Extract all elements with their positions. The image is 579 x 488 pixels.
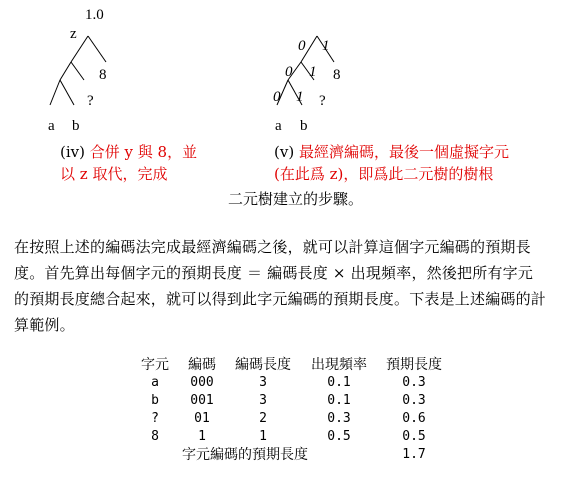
table-cell: 0.1: [327, 393, 351, 408]
table-cell: 3: [259, 393, 267, 408]
table-cell: ?: [151, 411, 159, 426]
table-header-row: [132, 356, 450, 374]
table-cell: 0.5: [402, 429, 426, 444]
caption-iv-line1: [60, 141, 197, 162]
caption-v-text1: 最經濟編碼，最後一個虛擬字元: [298, 143, 509, 161]
table-cell: 1: [198, 429, 206, 444]
table-cell: 01: [194, 411, 210, 426]
paragraph-line: 算範例。: [14, 316, 75, 334]
caption-v-line1: [274, 141, 509, 162]
tree-v-edge-label: 0: [285, 64, 293, 80]
tree-iv-leaf-8: 8: [99, 67, 107, 83]
table-cell: b: [151, 393, 159, 408]
tree-iv: [50, 36, 106, 105]
figure-caption: 二元樹建立的步驟。: [228, 190, 364, 208]
tree-iv-leaf-q: ?: [87, 93, 94, 109]
table-cell: 0.6: [402, 411, 426, 426]
table-row: [132, 428, 450, 446]
tree-iv-root-value: 1.0: [85, 7, 104, 23]
table-cell: 0.3: [402, 393, 426, 408]
table-header: 編碼長度: [235, 357, 291, 373]
tree-iv-edge: [60, 62, 71, 80]
tree-iv-edge: [60, 80, 74, 105]
table-header: 字元: [141, 357, 169, 373]
paragraph-line: 在按照上述的編碼法完成最經濟編碼之後，就可以計算這個字元編碼的預期長: [14, 238, 531, 256]
table-row: [132, 410, 450, 428]
table-header: 編碼: [188, 357, 216, 373]
paragraph-line: 度。首先算出每個字元的預期長度 ＝ 編碼長度 × 出現頻率，然後把所有字元: [14, 264, 534, 282]
table-row: [132, 374, 450, 392]
table-cell: 8: [151, 429, 159, 444]
table-header: 出現頻率: [311, 357, 367, 373]
table-cell: 0.5: [327, 429, 351, 444]
tree-iv-edge: [71, 62, 84, 80]
table-cell: 000: [190, 375, 214, 390]
table-total-label: 字元編碼的預期長度: [182, 447, 308, 463]
caption-v-tag: (v): [274, 143, 295, 161]
table-header: 預期長度: [386, 357, 442, 373]
table-total-value: 1.7: [402, 447, 426, 462]
tree-v-leaf-b: b: [300, 118, 308, 134]
tree-diagrams: [0, 0, 579, 140]
caption-iv-tag: (iv): [60, 143, 85, 161]
caption-iv-text1: 合併 y 與 8，並: [89, 143, 198, 161]
tree-iv-node-z: z: [70, 26, 77, 42]
tree-v-edge-label: 0: [298, 38, 306, 54]
tree-v-leaf-q: ?: [319, 93, 326, 109]
table-cell: 0.3: [402, 375, 426, 390]
caption-iv-text2: 以 z 取代，完成: [60, 165, 168, 183]
table-cell: a: [151, 375, 159, 390]
table-cell: 0.1: [327, 375, 351, 390]
tree-iv-leaf-a: a: [48, 118, 55, 134]
paragraph-line: 的預期長度總合起來，就可以得到此字元編碼的預期長度。下表是上述編碼的計: [14, 290, 547, 308]
tree-iv-edge: [50, 80, 60, 105]
caption-v-text2: (在此爲 z)，即爲此二元樹的樹根: [274, 165, 494, 183]
table-cell: 001: [190, 393, 214, 408]
table-cell: 1: [259, 429, 267, 444]
tree-v-edge-label: 0: [273, 89, 281, 105]
tree-v-edge-label: 1: [296, 89, 304, 105]
table-cell: 3: [259, 375, 267, 390]
table-total-row: [132, 446, 450, 464]
table-cell: 2: [259, 411, 267, 426]
tree-v-edge-label: 1: [322, 38, 330, 54]
tree-v-leaf-8: 8: [333, 67, 341, 83]
tree-v-leaf-a: a: [275, 118, 282, 134]
tree-iv-edge: [88, 36, 106, 62]
tree-iv-leaf-b: b: [72, 118, 80, 134]
table-row: [132, 392, 450, 410]
expected-length-table: [132, 356, 450, 464]
tree-v-edge-label: 1: [309, 64, 317, 80]
table-cell: 0.3: [327, 411, 351, 426]
